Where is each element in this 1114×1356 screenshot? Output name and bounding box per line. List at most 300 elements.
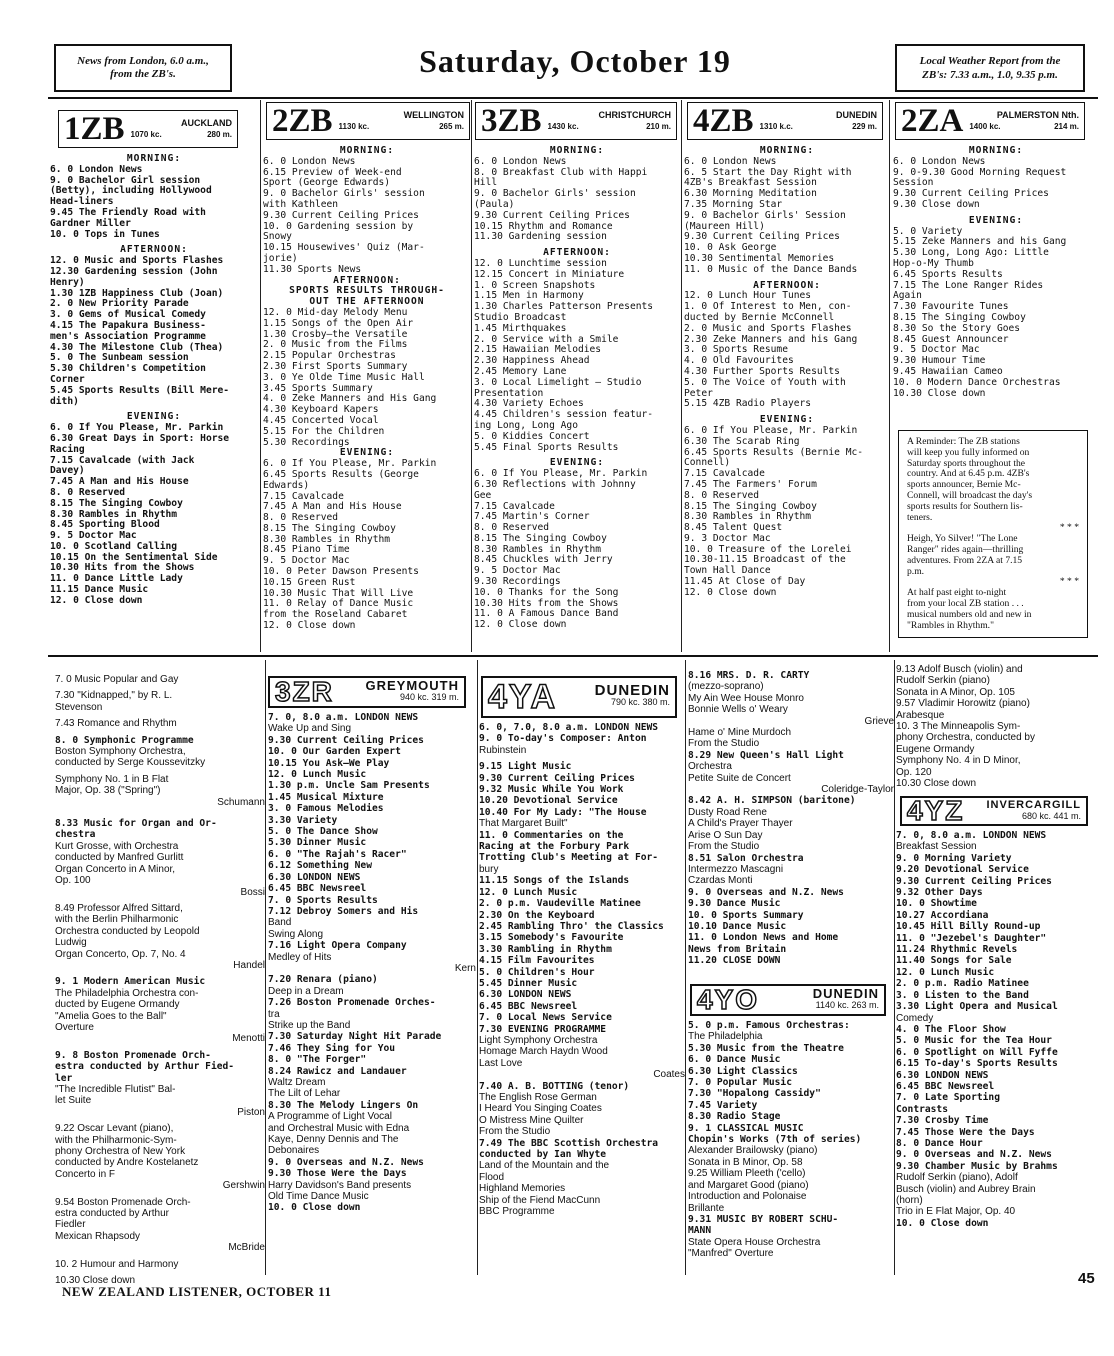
program-item: 7.43 Romance and Rhythm [55, 718, 177, 730]
program-item: 7.45 Those Were the Days [896, 1126, 1035, 1138]
program-item: 8. 0 Reserved [50, 486, 126, 498]
program-item: 10.20 Devotional Service [479, 795, 618, 807]
section-heading: MORNING: [549, 145, 605, 156]
program-item: bury [479, 863, 499, 875]
composer-credit: Coleridge-Taylor [821, 784, 894, 796]
composer-credit: * * * [1059, 576, 1079, 588]
program-item: 10. 0 Treasure of the Lorelei [684, 543, 852, 555]
program-item: 7.45 The Farmers' Forum [684, 478, 817, 490]
program-item: From the Studio [688, 738, 760, 750]
program-item: Saturday sports throughout the [907, 457, 1026, 469]
program-item: 2.45 Memory Lane [474, 365, 567, 377]
program-item: 9. 5 Doctor Mac [474, 565, 561, 577]
program-item: from the Roseland Cabaret [263, 609, 408, 621]
program-item: 9. 1 CLASSICAL MUSIC [688, 1122, 804, 1134]
station-freq: 680 kc. 441 m. [1021, 811, 1081, 821]
station-call: 4YO [697, 984, 760, 1015]
schedule-2zb [263, 146, 471, 652]
program-item: 10. 0 Close down [268, 1202, 361, 1214]
program-item: 9. 0 Overseas and N.Z. News [896, 1149, 1052, 1161]
program-item: From the Studio [479, 1126, 551, 1138]
program-item: 7.45 Variety [688, 1099, 758, 1111]
program-item: 1.15 Men in Harmony [474, 290, 584, 302]
station-header-2zb [266, 102, 470, 140]
program-item: Busch (violin) and Aubrey Brain [896, 1183, 1036, 1195]
program-item: 8.42 A. H. SIMPSON (baritone) [688, 795, 856, 807]
program-item: 6.30 Morning Meditation [684, 188, 817, 200]
program-item: 5. 0 The Sunbeam session [50, 352, 189, 364]
section-heading: EVENING: [759, 414, 815, 426]
program-item: Connell, will broadcast the day's [907, 489, 1033, 501]
program-item: 9.30 Current Ceiling Prices [684, 231, 840, 243]
program-item: Rudolf Serkin (piano) [896, 675, 990, 687]
column-divider [471, 100, 472, 652]
schedule-2za [893, 146, 1099, 426]
program-item: Contrasts [896, 1103, 948, 1115]
program-item: 8.51 Salon Orchestra [688, 852, 804, 864]
station-city: DUNEDIN [812, 986, 879, 1002]
program-item: 9. 0-9.30 Good Morning Request [893, 166, 1067, 178]
program-item: Light Symphony Orchestra [479, 1034, 598, 1046]
program-item: Concerto in F [55, 1168, 116, 1180]
program-item: 2. 0 p.m. Vaudeville Matinee [479, 898, 641, 910]
program-item: 4.45 Children's session featur- [474, 409, 654, 421]
program-item: 9. 0 Bachelor Girls' session [474, 188, 636, 200]
column-divider [265, 660, 266, 1275]
program-item: 8.15 The Singing Cowboy [684, 500, 817, 512]
program-item: 12. 0 Music and Sports Flashes [50, 255, 224, 267]
program-item: 9.57 Vladimir Horowitz (piano) [896, 698, 1030, 710]
program-item: country. And at 6.45 p.m. 4ZB's [907, 468, 1030, 480]
program-item: 10.30 Hits from the Shows [474, 597, 619, 609]
mid-divider [48, 655, 1098, 657]
program-item: 7. 0, 8.0 a.m. LONDON NEWS [896, 830, 1047, 841]
program-item: MANN [688, 1225, 712, 1237]
program-item: 11.15 Dance Music [50, 584, 149, 596]
program-item: 5. 0 p.m. Famous Orchestras: [688, 1020, 850, 1031]
program-item: Orchestra conducted by Leopold [55, 925, 200, 937]
program-item: 10.27 Accordiana [896, 909, 989, 921]
station-kc: 1400 kc. [969, 122, 1001, 131]
program-item: Highland Memories [479, 1183, 566, 1195]
program-item: 4.30 The Milestone Club (Thea) [50, 341, 224, 353]
reminder-text [907, 437, 1079, 631]
station-call: 4YZ [907, 795, 965, 826]
program-item: Alexander Brailowsky (piano) [688, 1145, 818, 1157]
program-item: 5.30 Dinner Music [268, 837, 367, 849]
program-item: 6. 0 If You Please, Mr. Parkin [474, 468, 648, 480]
program-item: 6.30 LONDON NEWS [896, 1069, 989, 1081]
station-freq: 790 kc. 380 m. [610, 697, 670, 707]
program-item: 5.30 Recordings [263, 436, 350, 448]
station-city: INVERCARGILL [986, 799, 1081, 812]
program-item: sports announcer, Bernie Mc- [907, 479, 1021, 491]
program-item: 10.15 On the Sentimental Side [50, 551, 218, 563]
program-item: 4. 0 Zeke Manners and His Gang [263, 393, 437, 405]
program-item: 9. 0 Bachelor Girl session [50, 174, 201, 186]
schedule-3zb [474, 146, 680, 652]
program-item: Debonaires [268, 1145, 320, 1157]
program-item: 5.45 Dinner Music [479, 977, 578, 989]
program-item: Organ Concerto, Op. 7, No. 4 [55, 948, 186, 960]
program-item: 8.15 The Singing Cowboy [50, 497, 183, 509]
station-call: 1ZB [64, 111, 125, 147]
program-item: 9.15 Light Music [479, 761, 572, 773]
program-item: Symphony No. 1 in B Flat [55, 773, 169, 785]
program-item: Dusty Road Rene [688, 806, 767, 818]
program-item: Comedy [896, 1012, 934, 1024]
program-item: 12. 0 Lunch Music [268, 769, 367, 781]
station-m: 319 m. [431, 692, 459, 702]
program-item: 10.30 Sentimental Memories [684, 252, 835, 264]
station-kc: 1430 kc. [547, 122, 579, 131]
program-item: 9. 1 Modern American Music [55, 976, 206, 988]
program-item: 1. 0 Screen Snapshots [474, 279, 596, 291]
program-item: 10.15 You Ask—We Play [268, 757, 390, 769]
station-m: 265 m. [439, 122, 464, 131]
station-kc: 1130 kc. [338, 122, 370, 131]
program-item: "Amelia Goes to the Ball" [55, 1010, 167, 1022]
section-heading: MORNING: [759, 145, 815, 156]
footer-publication: NEW ZEALAND LISTENER, OCTOBER 11 [62, 1284, 332, 1299]
program-item: 9.13 Adolf Busch (violin) and [896, 664, 1023, 675]
program-item: 9.30 Recordings [474, 576, 561, 588]
program-item: estra conducted by Arthur [55, 1208, 169, 1220]
program-item: and Orchestral Music with Edna [268, 1122, 410, 1134]
program-item: 2. 0 p.m. Radio Matinee [896, 978, 1029, 990]
program-item: Last Love [479, 1057, 523, 1069]
program-item: 4.30 Variety Echoes [474, 398, 584, 410]
program-item: 12. 0 Close down [50, 594, 143, 606]
program-item: chestra [55, 829, 96, 841]
schedule-4zb [684, 146, 890, 652]
program-item: estra conducted by Arthur Fied- [55, 1061, 235, 1073]
program-item: Stevenson [55, 701, 103, 713]
program-item: 11.24 Rhythmic Revels [896, 944, 1018, 956]
program-item: tra [268, 1008, 280, 1020]
program-item: 8.45 Piano Time [263, 544, 350, 556]
program-item: 5.15 4ZB Radio Players [684, 398, 812, 410]
page-title: Saturday, October 19 [419, 43, 731, 79]
page-number: 45 [1078, 1270, 1095, 1287]
program-item: 5. 0 Kiddies Concert [474, 430, 590, 442]
program-item: 10.30 Music That Will Live [263, 587, 414, 599]
program-item: Organ Concerto in A Minor, [55, 863, 176, 875]
program-item: 7.45 A Man and His House [50, 476, 189, 488]
program-item: Swing Along [268, 928, 324, 940]
program-item: 5.15 For the Children [263, 425, 385, 437]
program-item: 9.30 Humour Time [893, 355, 986, 367]
program-item: Sport (George Edwards) [263, 177, 391, 189]
program-item: 9.30 Close down [893, 198, 980, 210]
program-item: 9. 8 Boston Promenade Orch- [55, 1049, 211, 1061]
program-item: 6.15 Preview of Week-end [263, 166, 402, 178]
station-header-1zb [58, 110, 238, 148]
program-item: phony Orchestra of New York [55, 1146, 186, 1158]
composer-credit: Grieve [864, 715, 894, 727]
program-item: Op. 120 [896, 766, 932, 778]
program-item: 12. 0 Lunch Hour Tunes [684, 290, 812, 302]
program-item: 10. 2 Humour and Harmony [55, 1258, 179, 1270]
program-item: A Child's Prayer Thayer [688, 818, 793, 830]
program-item: 7.30 "Hopalong Cassidy" [688, 1088, 821, 1100]
composer-credit: McBride [228, 1242, 265, 1254]
program-item: Snowy [263, 231, 292, 243]
program-item: 6. 0 London News [893, 155, 986, 167]
program-item: Deep in a Dream [268, 985, 344, 997]
program-item: 3. 0 Sports Resume [684, 344, 788, 356]
program-item: let Suite [55, 1095, 92, 1107]
program-item: 1. 0 Of Interest to Men, con- [684, 301, 852, 313]
program-item: 1.30 p.m. Uncle Sam Presents [268, 780, 430, 792]
program-item: p.m. [907, 565, 925, 577]
schedule-4yz [896, 830, 1102, 1270]
program-item: 7.30 EVENING PROGRAMME [479, 1023, 607, 1035]
program-item: 8.45 Talent Quest [684, 522, 783, 534]
station-call: 3ZB [481, 103, 542, 139]
program-item: 9. 3 Doctor Mac [684, 532, 771, 544]
program-item: Presentation [474, 387, 544, 399]
program-item: State Opera House Orchestra [688, 1236, 821, 1248]
station-city: GREYMOUTH [365, 678, 459, 694]
program-item: 11.20 CLOSE DOWN [688, 955, 781, 967]
program-item: Connell) [684, 457, 731, 469]
program-item: 10. 0 Tops in Tunes [50, 228, 160, 240]
program-item: Overture [55, 1021, 94, 1033]
section-heading: EVENING: [549, 457, 605, 469]
program-item: Studio Broadcast [474, 311, 567, 323]
composer-credit: Schumann [217, 796, 265, 808]
station-city: DUNEDIN [594, 682, 670, 700]
section-heading: AFTERNOON: [120, 244, 188, 256]
program-item: 9.31 MUSIC BY ROBERT SCHU- [688, 1213, 839, 1225]
program-item: 7.30 Crosby Time [896, 1115, 989, 1127]
program-item: Petite Suite de Concert [688, 772, 791, 784]
program-item: 8.45 Guest Announcer [893, 333, 1009, 345]
program-item: 9.30 Current Ceiling Prices [263, 209, 419, 221]
program-item: 6. 0 Dance Music [688, 1054, 781, 1066]
program-item: 11. 0 A Famous Dance Band [474, 608, 619, 620]
program-item: 6.15 To-day's Sports Results [896, 1058, 1058, 1070]
station-kc: 1070 kc. [130, 130, 162, 139]
program-item: Kaye, Denny Dennis and The [268, 1134, 399, 1146]
program-item: 8.24 Rawicz and Landauer [268, 1065, 407, 1077]
program-item: 5.45 Sports Results (Bill Mere- [50, 384, 230, 396]
schedule-3zr [268, 712, 476, 1272]
program-item: Heigh, Yo Silver! "The Lone [907, 533, 1018, 545]
program-item: Arabesque [896, 709, 945, 721]
program-item: Edwards) [263, 479, 310, 491]
program-item: 8. 0 Symphonic Programme [55, 734, 194, 746]
program-item: 2. 0 Service with a Smile [474, 333, 619, 345]
program-item: 7.30 Favourite Tunes [893, 301, 1009, 313]
section-heading: EVENING: [339, 447, 395, 459]
program-item: "The Incredible Flutist" Bal- [55, 1084, 176, 1095]
program-item: 4ZB's Breakfast Session [684, 177, 817, 189]
program-item: 6. 0 "The Rajah's Racer" [268, 848, 407, 860]
program-item: Town Hall Dance [684, 565, 771, 577]
composer-credit: Menotti [232, 1033, 265, 1045]
program-item: (mezzo-soprano) [688, 681, 764, 693]
program-item: Boston Symphony Orchestra, [55, 746, 186, 758]
column-divider [894, 660, 895, 1275]
program-item: Sonata in B Minor, Op. 58 [688, 1156, 803, 1168]
program-item: 3.45 Sports Summary [263, 382, 373, 394]
program-item: 3. 0 Local Limelight — Studio [474, 376, 642, 388]
program-item: 9.30 Current Ceiling Prices [474, 209, 630, 221]
program-item: 3.30 Variety [268, 814, 338, 826]
program-item: 7.12 Debroy Somers and His [268, 905, 419, 917]
program-item: 7. 0, 8.0 a.m. LONDON NEWS [268, 712, 419, 723]
program-item: (horn) [896, 1195, 923, 1206]
station-header-3zb [475, 102, 677, 140]
program-item: 7.30 Saturday Night Hit Parade [268, 1031, 442, 1043]
program-item: "Manfred" Overture [688, 1248, 774, 1260]
program-item: jorie) [263, 252, 298, 264]
section-heading: EVENING: [968, 214, 1024, 226]
program-item: 7.49 The BBC Scottish Orchestra [479, 1137, 659, 1149]
program-item: 9.20 Devotional Service [896, 864, 1029, 876]
program-item: 9. 5 Doctor Mac [893, 344, 980, 356]
program-item: Strike up the Band [268, 1019, 351, 1031]
program-item: ing Long, Long Ago [474, 419, 578, 431]
program-item: 12. 0 Close down [263, 620, 356, 632]
section-heading: AFTERNOON: [543, 247, 611, 259]
column-divider [477, 660, 478, 1275]
program-item: 8. 0 Reserved [474, 522, 550, 534]
program-item: 12. 0 Close down [474, 619, 567, 631]
program-item: 9.30 Current Ceiling Prices [268, 734, 424, 746]
program-item: 9. 0 Overseas and N.Z. News [268, 1156, 424, 1168]
program-item: 7. 0 Local News Service [479, 1012, 612, 1024]
program-item: 6.30 The Scarab Ring [684, 435, 800, 447]
program-item: 3.30 Rambling in Rhythm [479, 943, 612, 955]
program-item: teners. [907, 511, 933, 523]
program-item: 5. 0 Music for the Tea Hour [896, 1035, 1052, 1047]
section-heading: MORNING: [968, 145, 1024, 156]
program-item: 9. 5 Doctor Mac [263, 555, 350, 567]
program-item: 4.30 Further Sports Results [684, 365, 840, 377]
program-item: 11. 0 Relay of Dance Music [263, 598, 414, 610]
program-item: Intermezzo Mascagni [688, 863, 784, 875]
program-item: Again [893, 290, 922, 302]
program-item: 1.15 Songs of the Open Air [263, 317, 414, 329]
program-item: 6. 0 Spotlight on Will Fyffe [896, 1046, 1058, 1058]
section-heading: SPORTS RESULTS THROUGH- [289, 285, 445, 297]
program-item: dith) [50, 395, 79, 407]
station-header-4zb [687, 102, 883, 140]
program-item: (Paula) [474, 198, 515, 210]
program-item: Fiedler [55, 1219, 86, 1231]
program-item: 9.30 Dance Music [688, 898, 781, 910]
program-item: musical numbers old and new in [907, 608, 1032, 620]
program-item: ler [55, 1072, 73, 1084]
program-item: Rubinstein [479, 744, 527, 756]
program-item: 9.30 Current Ceiling Prices [893, 188, 1049, 200]
composer-credit: Bossi [240, 886, 265, 898]
schedule-4ya [479, 722, 685, 1272]
program-item: 10. 0 Peter Dawson Presents [263, 566, 419, 578]
station-header-4yo [690, 984, 886, 1016]
program-item: conducted by Ian Whyte [479, 1149, 607, 1161]
program-item: 8. 0 Dance Hour [896, 1137, 983, 1149]
program-item: 6.45 BBC Newsreel [896, 1080, 995, 1092]
program-item: 1.30 1ZB Happiness Club (Joan) [50, 287, 224, 299]
program-item: ducted by Eugene Ormandy [55, 999, 180, 1011]
program-item: 6. 0 London News [263, 155, 356, 167]
program-item: 7.26 Boston Promenade Orches- [268, 997, 436, 1009]
program-item: Henry) [50, 276, 85, 288]
schedule-1zb [50, 154, 258, 654]
weather-note: Local Weather Report from the ZB's: 7.33 a.m., 1.0, 9.35 p.m. [919, 55, 1061, 81]
section-heading: MORNING: [339, 145, 395, 156]
program-item: 10.30 Close down [55, 1275, 136, 1287]
program-item: Old Time Dance Music [268, 1191, 369, 1203]
program-item: Bonnie Wells o' Weary [688, 704, 788, 716]
program-item: Symphony No. 4 in D Minor, [896, 755, 1021, 767]
program-item: with the Philharmonic-Sym- [55, 1134, 177, 1146]
program-item: Wake Up and Sing [268, 723, 352, 735]
program-item: I Heard You Singing Coates [479, 1103, 602, 1115]
composer-credit: Gershwin [222, 1180, 265, 1192]
program-item: 10. 3 The Minneapolis Sym- [896, 721, 1021, 733]
program-item: 2.15 Hawaiian Melodies [474, 344, 602, 356]
program-item: 4. 0 Old Favourites [684, 355, 794, 367]
program-item: 10.30-11.15 Broadcast of the [684, 554, 846, 566]
program-item: Eugene Ormandy [896, 743, 975, 755]
program-item: 10. 0 Showtime [896, 898, 977, 910]
program-item: 6. 0 London News [474, 155, 567, 167]
program-item: Harry Davidson's Band presents [268, 1179, 412, 1191]
program-item: 1.45 Mirthquakes [474, 322, 567, 334]
program-item: 10. 0 Our Garden Expert [268, 746, 401, 758]
program-item: 9.22 Oscar Levant (piano), [55, 1123, 174, 1135]
program-item: 2. 0 New Priority Parade [50, 298, 189, 310]
program-item: 9.25 William Pleeth ('cello) [688, 1168, 806, 1180]
program-item: 9. 0 Overseas and N.Z. News [688, 886, 844, 898]
program-item: (Betty), including Hollywood [50, 185, 212, 197]
program-item: 6.45 Sports Results (Bernie Mc- [684, 446, 864, 458]
program-item: 4.45 Concerted Vocal [263, 414, 379, 426]
program-item: 10. 0 Gardening session by [263, 220, 414, 232]
program-item: 5.45 Final Sports Results [474, 441, 619, 453]
program-item: 4.15 The Papakura Business- [50, 319, 206, 331]
station-city: DUNEDIN [835, 110, 877, 120]
program-item: At half past eight to-night [907, 587, 1007, 599]
section-heading: EVENING: [126, 411, 182, 423]
program-item: 10.15 Green Rust [263, 576, 356, 588]
program-item: 12.30 Gardening session (John [50, 265, 218, 277]
station-call: 3ZR [275, 676, 334, 707]
station-city: CHRISTCHURCH [598, 110, 671, 120]
program-item: 9.45 Hawaiian Cameo [893, 365, 1003, 377]
program-item: 5. 0 The Voice of Youth with [684, 376, 846, 388]
station-city: PALMERSTON Nth. [996, 110, 1079, 120]
program-item: Session [893, 177, 934, 189]
program-item: Chopin's Works (7th of series) [688, 1134, 862, 1146]
program-item: 8.30 The Melody Lingers On [268, 1099, 419, 1111]
program-item: From the Studio [688, 841, 760, 853]
program-item: Rudolf Serkin (piano), Adolf [896, 1172, 1018, 1184]
program-item: Land of the Mountain and the [479, 1160, 610, 1172]
program-item: 7.15 The Lone Ranger Rides [893, 279, 1044, 291]
program-item: A Reminder: The ZB stations [907, 436, 1020, 447]
program-item: 12. 0 Lunchtime session [474, 257, 607, 269]
station-m: 210 m. [646, 122, 671, 131]
program-item: 11.15 Songs of the Islands [479, 875, 630, 887]
program-item: 7. 0 Late Sporting [896, 1092, 1000, 1104]
program-item: Waltz Dream [268, 1077, 326, 1088]
